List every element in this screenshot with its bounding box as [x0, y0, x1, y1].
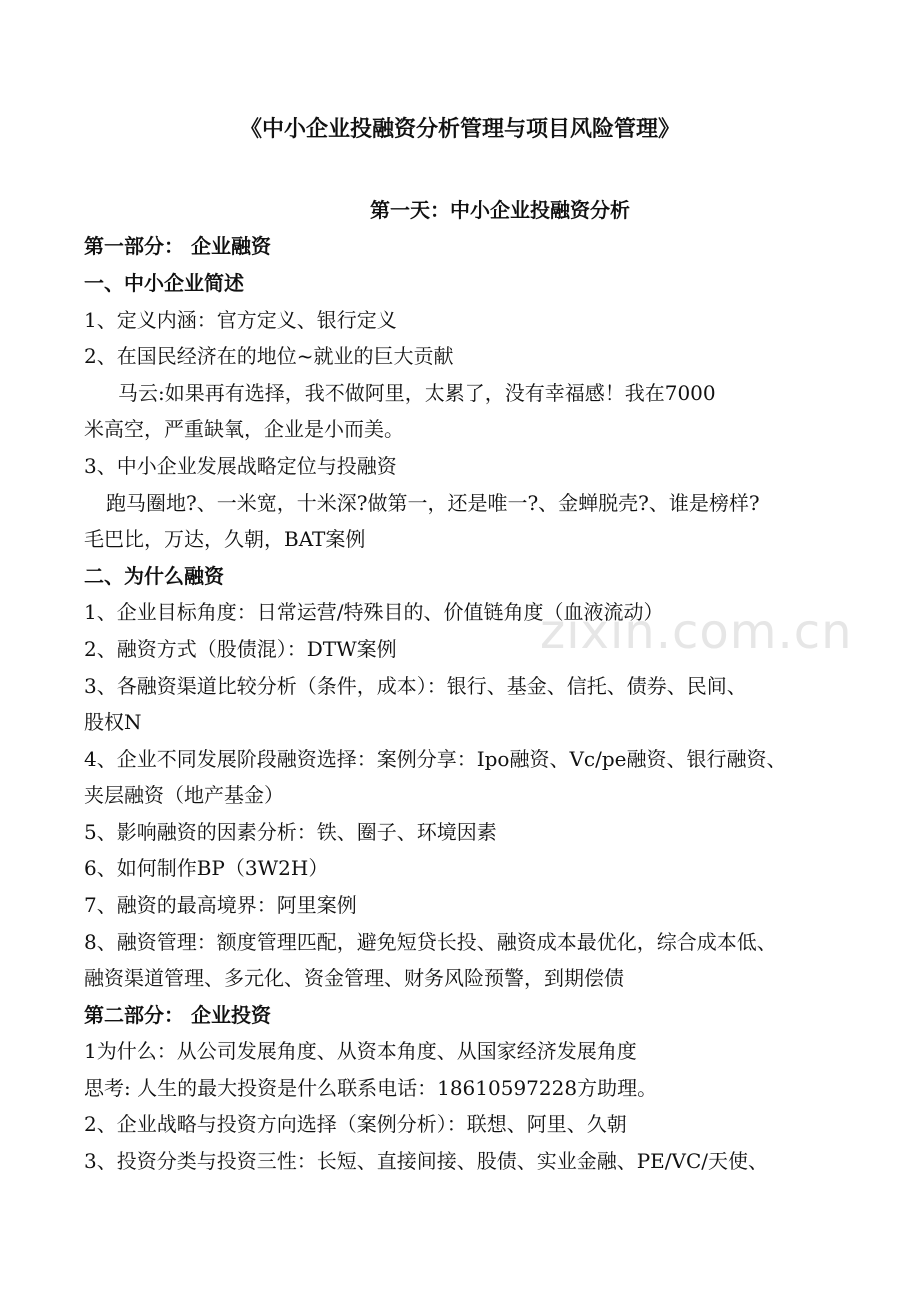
- text-line: 股权N: [84, 710, 142, 734]
- text-line: 6、如何制作BP（3W2H）: [84, 856, 329, 880]
- section-heading: 一、中小企业简述: [84, 271, 244, 295]
- text-line: 跑马圈地?、一米宽，十米深?做第一，还是唯一?、金蝉脱壳?、谁是榜样?: [106, 491, 760, 515]
- text-line: 马云:如果再有选择，我不做阿里，太累了，没有幸福感！我在7000: [118, 381, 716, 405]
- text-line: 8、融资管理：额度管理匹配，避免短贷长投、融资成本最优化，综合成本低、: [84, 930, 777, 954]
- text-line: 1为什么：从公司发展角度、从资本角度、从国家经济发展角度: [84, 1039, 637, 1063]
- text-line: 4、企业不同发展阶段融资选择：案例分享：Ipo融资、Vc/pe融资、银行融资、: [84, 747, 787, 771]
- text-line: 2、企业战略与投资方向选择（案例分析）：联想、阿里、久朝: [84, 1112, 627, 1136]
- text-line: 3、各融资渠道比较分析（条件，成本）：银行、基金、信托、债券、民间、: [84, 674, 747, 698]
- text-line: 3、中小企业发展战略定位与投融资: [84, 454, 397, 478]
- text-line: 1、定义内涵：官方定义、银行定义: [84, 308, 397, 332]
- part-heading: 第二部分： 企业投资: [84, 1003, 271, 1027]
- section-heading: 二、为什么融资: [84, 564, 224, 588]
- text-line: 米高空，严重缺氧，企业是小而美。: [84, 417, 404, 441]
- text-line: 3、投资分类与投资三性：长短、直接间接、股债、实业金融、PE/VC/天使、: [84, 1149, 769, 1173]
- text-line: 2、在国民经济在的地位~就业的巨大贡献: [84, 344, 454, 368]
- section-subtitle: 第一天：中小企业投融资分析: [370, 198, 630, 222]
- text-line: 毛巴比，万达，久朝，BAT案例: [84, 527, 366, 551]
- text-line: 思考: 人生的最大投资是什么联系电话：18610597228方助理。: [84, 1076, 658, 1100]
- text-line: 融资渠道管理、多元化、资金管理、财务风险预警，到期偿债: [84, 966, 624, 990]
- text-line: 7、融资的最高境界：阿里案例: [84, 893, 357, 917]
- text-line: 2、融资方式（股债混）：DTW案例: [84, 637, 397, 661]
- text-line: 1、企业目标角度：日常运营/特殊目的、价值链角度（血液流动）: [84, 600, 664, 624]
- document-title: 《中小企业投融资分析管理与项目风险管理》: [239, 116, 680, 142]
- watermark: zixin.com.cn: [540, 604, 853, 660]
- part-heading: 第一部分： 企业融资: [84, 234, 271, 258]
- text-line: 夹层融资（地产基金）: [84, 783, 284, 807]
- text-line: 5、影响融资的因素分析：铁、圈子、环境因素: [84, 820, 497, 844]
